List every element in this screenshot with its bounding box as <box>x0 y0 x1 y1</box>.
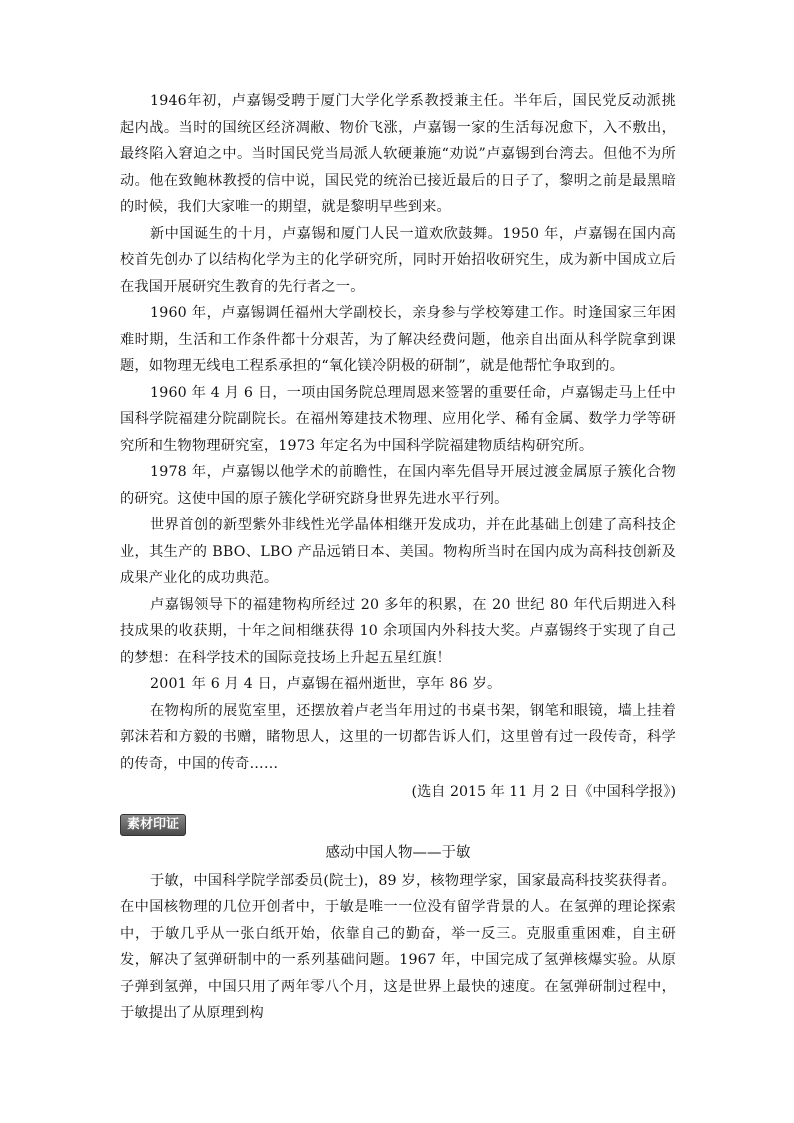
paragraph: 新中国诞生的十月，卢嘉锡和厦门人民一道欢欣鼓舞。1950 年，卢嘉锡在国内高校首先创办了以结构化学为主的化学研究所，同时开始招收研究生，成为新中国成立后在我国开展研究生教育的先行者之一。 <box>120 225 676 295</box>
paragraph: 在物构所的展览室里，还摆放着卢老当年用过的书桌书架，钢笔和眼镜，墙上挂着郭沫若和方毅的书赠，睹物思人，这里的一切都告诉人们，这里曾有过一段传奇，科学的传奇，中国的传奇…… <box>120 702 676 772</box>
paragraph: 世界首创的新型紫外非线性光学晶体相继开发成功，并在此基础上创建了高科技企业，其生产的 BBO、LBO 产品远销日本、美国。物构所当时在国内成为高科技创新及成果产业化的成功典范。 <box>120 517 676 586</box>
paragraph: 卢嘉锡领导下的福建物构所经过 20 多年的积累，在 20 世纪 80 年代后期进入科技成果的收获期，十年之间相继获得 10 余项国内外科技大奖。卢嘉锡终于实现了自己的梦想：在科学技术的国际竞技场上升起五星红旗！ <box>120 596 676 666</box>
paragraph: 2001 年 6 月 4 日，卢嘉锡在福州逝世，享年 86 岁。 <box>150 676 502 692</box>
paragraph: 1960 年 4 月 6 日，一项由国务院总理周恩来签署的重要任命，卢嘉锡走马上任中国科学院福建分院副院长。在福州筹建技术物理、应用化学、稀有金属、数学力学等研究所和生物物理研究室，1973 年定名为中国科学院福建物质结构研究所。 <box>120 384 676 454</box>
section-subtitle: 感动中国人物——于敏 <box>325 844 471 861</box>
source-citation: (选自 2015 年 11 月 2 日《中国科学报》) <box>411 784 676 800</box>
paragraph: 1978 年，卢嘉锡以他学术的前瞻性，在国内率先倡导开展过渡金属原子簇化合物的研究。这使中国的原子簇化学研究跻身世界先进水平行列。 <box>120 464 676 507</box>
section-badge: 素材印证 <box>120 814 186 836</box>
paragraph: 1946年初，卢嘉锡受聘于厦门大学化学系教授兼主任。半年后，国民党反动派挑起内战。当时的国统区经济凋敝、物价飞涨，卢嘉锡一家的生活每况愈下，入不敷出，最终陷入窘迫之中。当时国民党当局派人软硬兼施“劝说”卢嘉锡到台湾去。但他不为所动。他在致鲍林教授的信中说，国民党的统治已接近最后的日子了，黎明之前是最黑暗的时候，我们大家唯一的期望，就是黎明早些到来。 <box>120 93 676 215</box>
document-page <box>120 88 676 1027</box>
paragraph: 于敏，中国科学院学部委员(院士)，89 岁，核物理学家，国家最高科技奖获得者。在中国核物理的几位开创者中，于敏是唯一一位没有留学背景的人。在氢弹的理论探索中，于敏几乎从一张白纸开始，依靠自己的勤奋，举一反三。克服重重困难，自主研发，解决了氢弹研制中的一系列基础问题。1967 年，中国完成了氢弹核爆实验。从原子弹到氢弹，中国只用了两年零八个月，这是世界上最快的速度。在氢弹研制过程中，于敏提出了从原理到构 <box>120 872 676 1021</box>
paragraph: 1960 年，卢嘉锡调任福州大学副校长，亲身参与学校筹建工作。时逢国家三年困难时期，生活和工作条件都十分艰苦，为了解决经费问题，他亲自出面从科学院拿到课题，如物理无线电工程系承担的“氧化镁冷阴极的研制”，就是他帮忙争取到的。 <box>120 305 676 374</box>
